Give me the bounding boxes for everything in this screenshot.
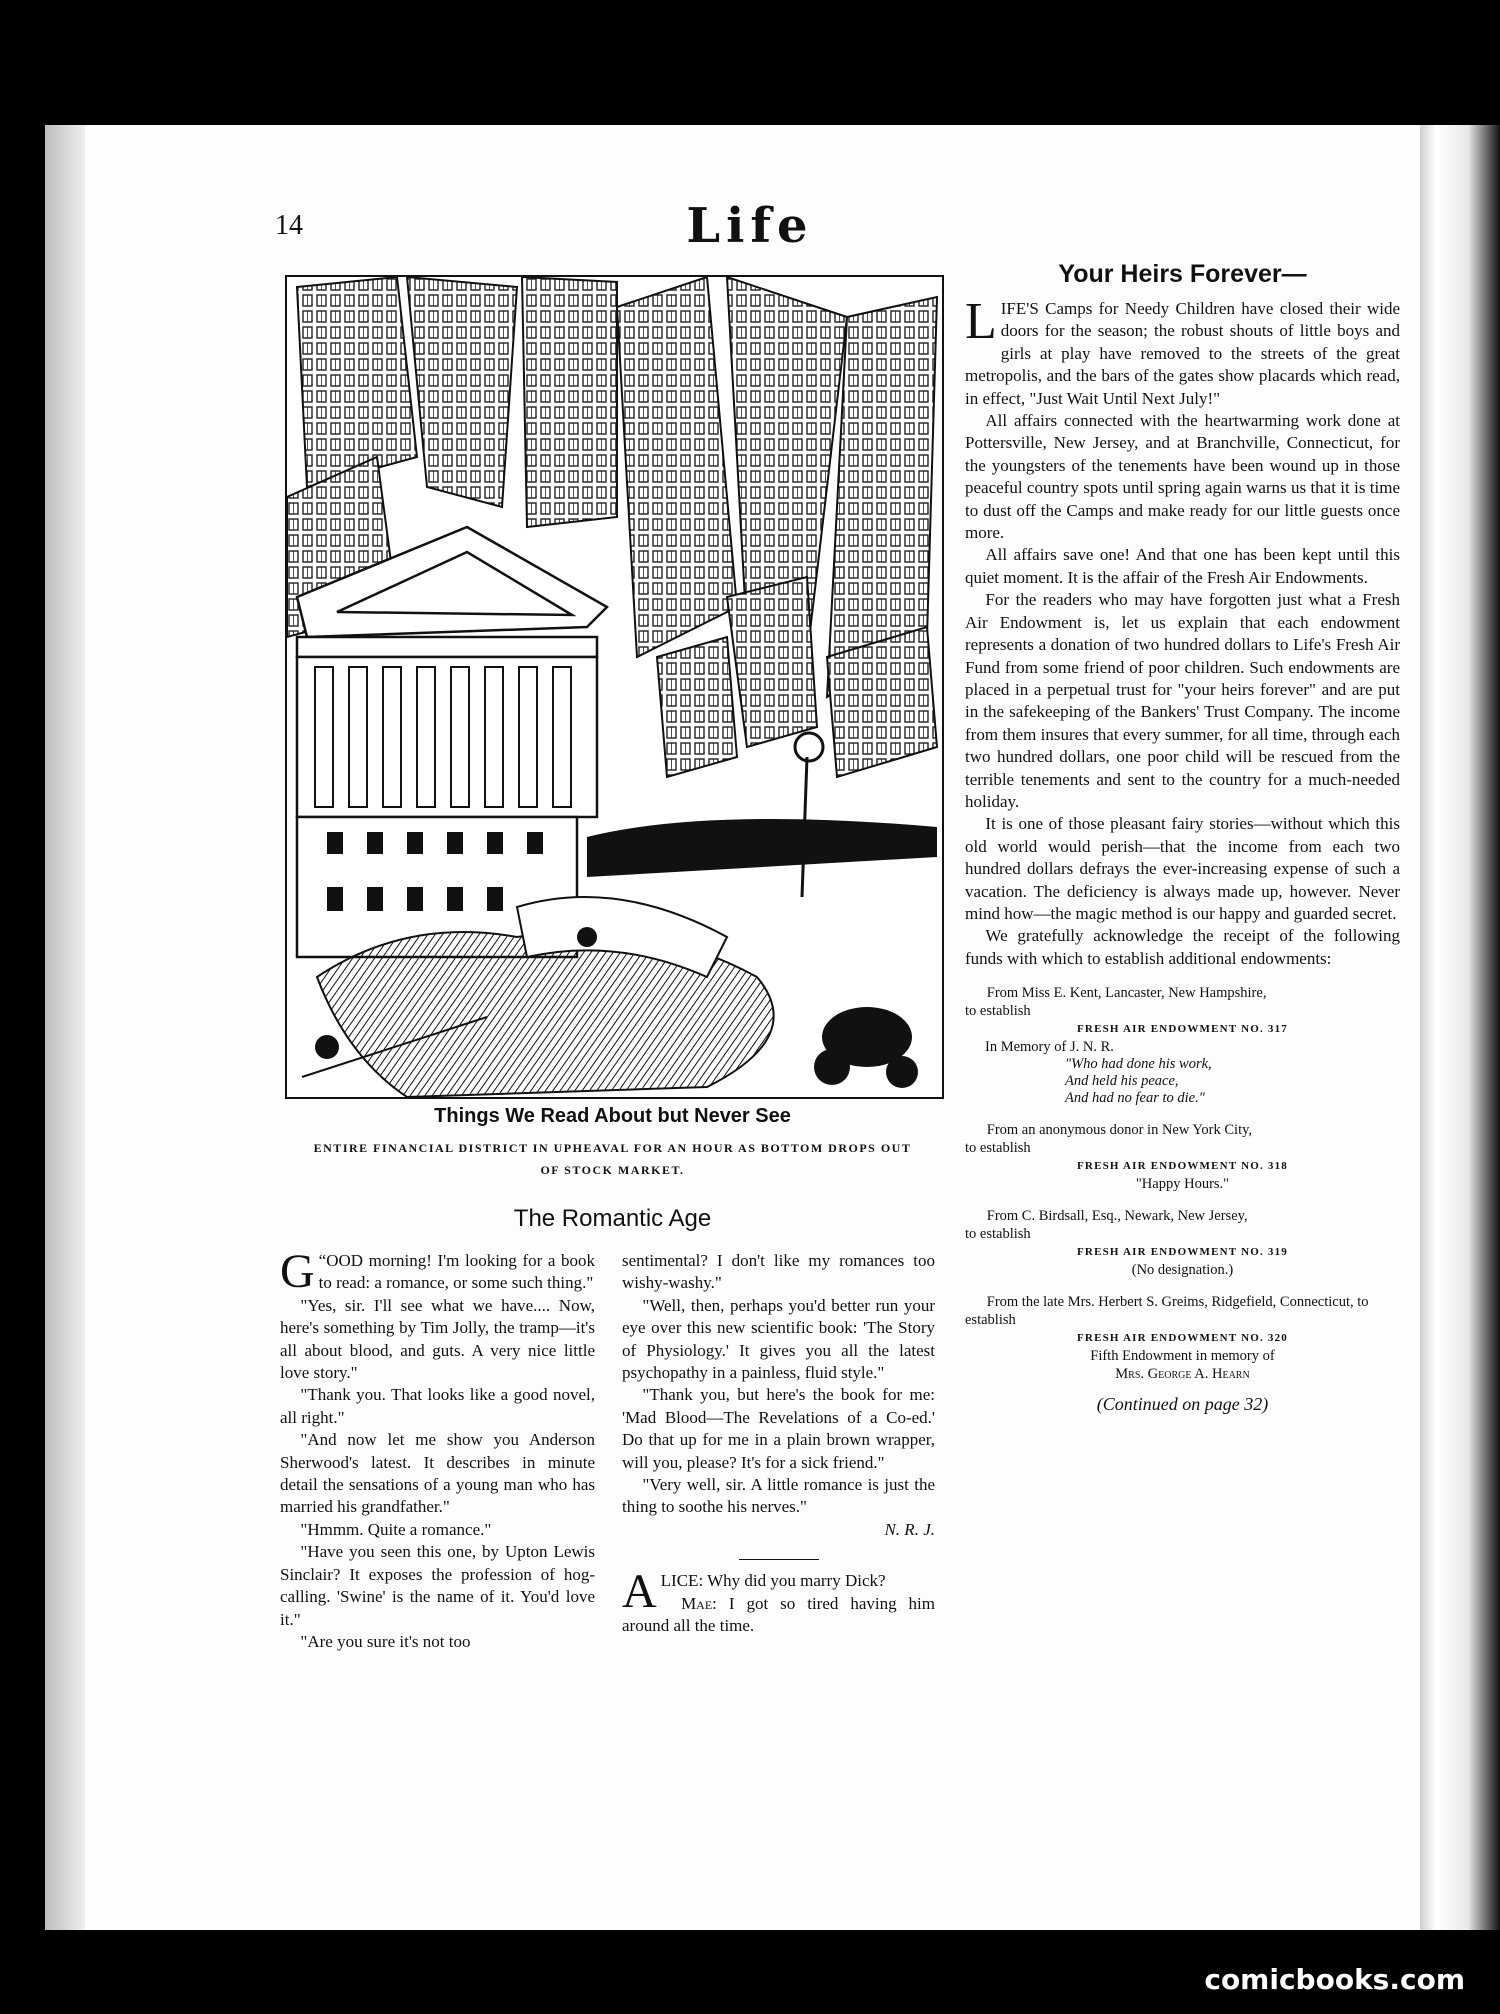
paragraph: It is one of those pleasant fairy stories—without which this old world would perish—that the income from each two hundred dollars defrays the ever-increasing expense of such a vacation. The deficiency is always made up, however. Never mind how—the magic method is our happy and guarded secret.: [965, 814, 1400, 923]
drop-cap: A: [622, 1565, 657, 1619]
paragraph: sentimental? I don't like my romances too wishy-washy.": [622, 1251, 935, 1293]
page-left-edge: [45, 125, 85, 1930]
illustration-caption-subtitle: ENTIRE FINANCIAL DISTRICT IN UPHEAVAL FOR AN HOUR AS BOTTOM DROPS OUT OF STOCK MARKET.: [313, 1141, 912, 1177]
page-binding-edge: [1420, 125, 1500, 1930]
romantic-age-title: The Romantic Age: [513, 1205, 712, 1232]
alice-joke-line-1: ALICE: Why did you marry Dick?: [622, 1565, 886, 1619]
paragraph: LIFE'S Camps for Needy Children have closed their wide doors for the season; the robust shouts of little boys and girls at play have removed to the streets of the great metropolis, and the bars of the gates show placards which read, in effect, "Just Wait Until Next July!": [965, 293, 1400, 408]
endowment-entry: From Miss E. Kent, Lancaster, New Hampshire, to establish FRESH AIR ENDOWMENT NO. 317 In Memory of J. N. R. "Who had done his work, And held his peace, And had no fear to die.": [965, 985, 1288, 1107]
alice-joke-line-2: Mae: I got so tired having him around all the time.: [622, 1593, 935, 1636]
paragraph: "Well, then, perhaps you'd better run your eye over this new scientific book: 'The Story of Physiology.' It gives you all the latest psychopathy in a painless, fluid style.": [622, 1295, 935, 1383]
paragraph: "Hmmm. Quite a romance.": [300, 1519, 492, 1539]
romantic-age-column-1: [280, 1245, 595, 1653]
illustration-caption-title: Things We Read About but Never See: [434, 1105, 791, 1127]
section-divider: [739, 1559, 819, 1560]
masthead: Life: [686, 198, 814, 254]
paragraph: "And now let me show you Anderson Sherwood's latest. It describes in minute detail the sensations of a young man who has married his grandfather.": [280, 1430, 595, 1517]
author-signature: N. R. J.: [884, 1519, 935, 1539]
romantic-age-column-2: [622, 1250, 935, 1638]
paragraph: "Thank you. That looks like a good novel, all right.": [280, 1385, 595, 1427]
drop-cap: L: [965, 293, 997, 350]
drop-cap: G: [280, 1245, 315, 1298]
paragraph: We gratefully acknowledge the receipt of the following funds with which to establish additional endowments:: [965, 926, 1400, 968]
paragraph: “ G OOD morning! I'm looking for a book to read: a romance, or some such thing.": [280, 1245, 595, 1298]
site-watermark: comicbooks.com: [1204, 1963, 1465, 1996]
cartoon-illustration: [285, 275, 944, 1099]
paragraph: "Very well, sir. A little romance is just the thing to soothe his nerves.": [622, 1475, 935, 1517]
page-number: 14: [275, 210, 303, 241]
continued-note: (Continued on page 32): [1096, 1394, 1269, 1415]
paragraph: "Yes, sir. I'll see what we have.... Now, here's something by Tim Jolly, the tramp—it's all about blood, and guts. A very nice little love story.": [280, 1295, 595, 1383]
endowment-entry: From an anonymous donor in New York City, to establish FRESH AIR ENDOWMENT NO. 318 "Happy Hours.": [965, 1122, 1288, 1193]
heirs-forever-title: Your Heirs Forever—: [1058, 260, 1307, 288]
paragraph: "Have you seen this one, by Upton Lewis Sinclair? It exposes the profession of hog-calling. 'Swine' is the name of it. You'd love it.": [280, 1542, 595, 1629]
paragraph: All affairs connected with the heartwarming work done at Pottersville, New Jersey, and at Branchville, Connecticut, for the youngsters of the tenements have been wound up in those peaceful country spots until spring again warns us that it is time to dust off the Camps and make ready for our little guests once more.: [965, 411, 1400, 543]
paragraph: For the readers who may have forgotten just what a Fresh Air Endowment is, let us explain that each endowment represents a donation of two hundred dollars to Life's Fresh Air Fund from some friend of poor children. Such endowments are placed in a perpetual trust for "your heirs forever" and are put in the safekeeping of the Bankers' Trust Company. The income from them insures that every summer, for all time, through each two hundred dollars, one poor child will be rescued from the terrible tenements and sent to the country for a much-needed holiday.: [965, 590, 1400, 811]
endowment-entry: From C. Birdsall, Esq., Newark, New Jersey, to establish FRESH AIR ENDOWMENT NO. 319 (No designation.): [965, 1208, 1288, 1279]
paragraph: "Are you sure it's not too: [300, 1631, 471, 1651]
paragraph: "Thank you, but here's the book for me: 'Mad Blood—The Revelations of a Co-ed.' Do that up for me in a plain brown wrapper, will you, please? It's for a sick friend.": [622, 1385, 935, 1472]
heirs-forever-column: [965, 293, 1400, 1416]
paragraph: All affairs save one! And that one has been kept until this quiet moment. It is the affair of the Fresh Air Endowments.: [965, 545, 1400, 587]
endowment-entry: From the late Mrs. Herbert S. Greims, Ridgefield, Connecticut, to establish FRESH AIR ENDOWMENT NO. 320 Fifth Endowment in memory of Mrs. George A. Hearn: [965, 1294, 1369, 1383]
crumbling-buildings-drawing: [287, 277, 942, 1097]
